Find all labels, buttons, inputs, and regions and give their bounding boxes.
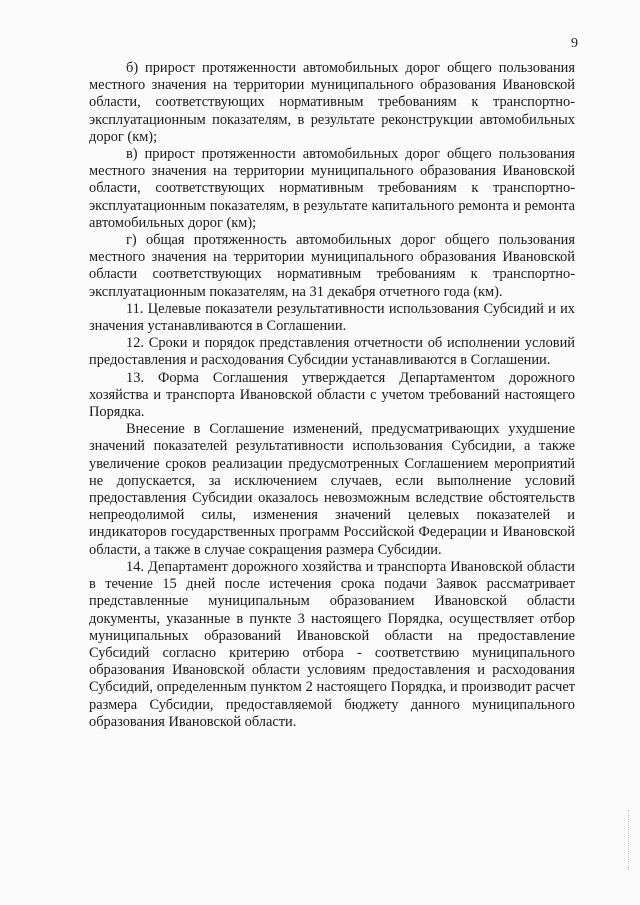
paragraph-clause-11: 11. Целевые показатели результативности использования Субсидий и их значения устанавливаются в Соглашении. bbox=[89, 300, 575, 335]
paragraph-item-b: б) прирост протяженности автомобильных дорог общего пользования местного значения на территории муниципального образования Ивановской области, соответствующих нормативным требованиям к транспортно-эксплуатационным показателям, в результате реконструкции автомобильных дорог (км); bbox=[89, 60, 575, 145]
paragraph-clause-12: 12. Сроки и порядок представления отчетности об исполнении условий предоставления и расходования Субсидии устанавливаются в Соглашении. bbox=[89, 335, 575, 369]
paragraph-clause-14: 14. Департамент дорожного хозяйства и транспорта Ивановской области в течение 15 дней после истечения срока подачи Заявок рассматривает представленные муниципальным образованием Ивановской области документы, указанные в пункте 3 настоящего Порядка, осуществляет отбор муниципальных образований Ивановской области на предоставление Субсидий согласно критерию отбора - соответствию муниципального образования Ивановской области условиям предоставления и расходования Субсидий, определенным пунктом 2 настоящего Порядка, и производит расчет размера Субсидии, предоставляемой бюджету данного муниципального образования Ивановской области. bbox=[89, 558, 575, 730]
page-number: 9 bbox=[571, 36, 578, 51]
paragraph-item-g: г) общая протяженность автомобильных дорог общего пользования местного значения на территории муниципального образования Ивановской области соответствующих нормативным требованиям к транспортно-эксплуатационным показателям, на 31 декабря отчетного года (км). bbox=[89, 232, 575, 300]
scan-margin-mark bbox=[628, 810, 631, 870]
document-body bbox=[89, 60, 575, 731]
paragraph-amendments: Внесение в Соглашение изменений, предусматривающих ухудшение значений показателей результативности использования Субсидии, а также увеличение сроков реализации предусмотренных Соглашением мероприятий не допускается, за исключением случаев, если выполнение условий предоставления Субсидии оказалось невозможным вследствие обстоятельств непреодолимой силы, изменения значений целевых показателей и индикаторов государственных программ Российской Федерации и Ивановской области, а также в случае сокращения размера Субсидии. bbox=[89, 421, 575, 558]
paragraph-item-v: в) прирост протяженности автомобильных дорог общего пользования местного значения на территории муниципального образования Ивановской области, соответствующих нормативным требованиям к транспортно-эксплуатационным показателям, в результате капитального ремонта и ремонта автомобильных дорог (км); bbox=[89, 146, 575, 231]
paragraph-clause-13: 13. Форма Соглашения утверждается Департаментом дорожного хозяйства и транспорта Ивановской области с учетом требований настоящего Порядка. bbox=[89, 369, 575, 421]
